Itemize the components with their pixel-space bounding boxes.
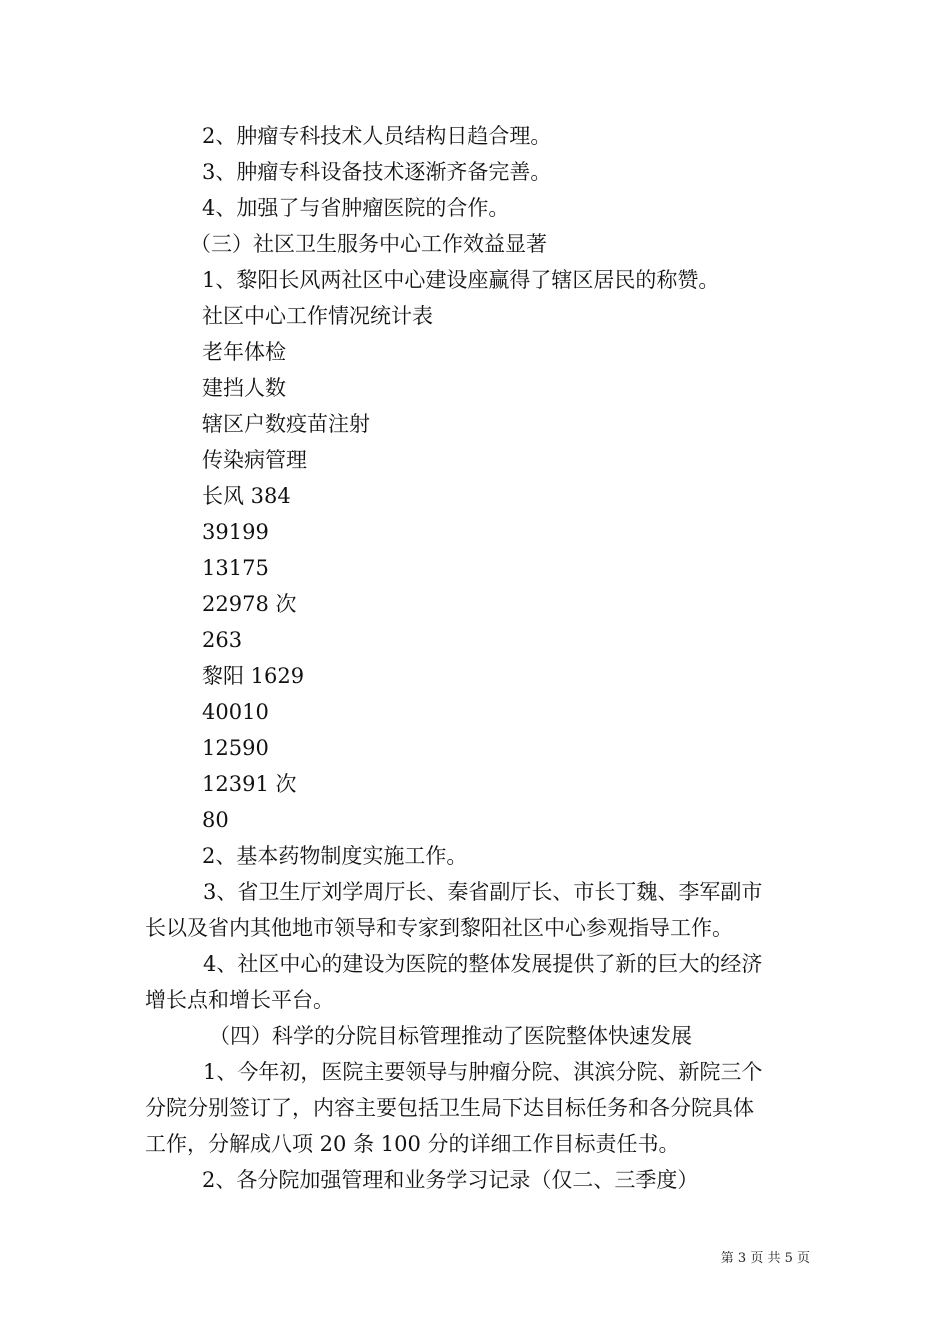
text-line: 分院分别签订了，内容主要包括卫生局下达目标任务和各分院具体 (145, 1096, 754, 1120)
table-cell: 传染病管理 (202, 448, 307, 472)
text-line: 3、肿瘤专科设备技术逐渐齐备完善。 (202, 160, 552, 184)
text-line: 增长点和增长平台。 (145, 988, 334, 1012)
text-line: 1、今年初，医院主要领导与肿瘤分院、淇滨分院、新院三个 (203, 1060, 763, 1084)
page-footer: 第 3 页 共 5 页 (720, 1251, 810, 1266)
table-cell: 39199 (202, 520, 269, 544)
text-line: 4、加强了与省肿瘤医院的合作。 (202, 196, 510, 220)
text-line: 4、社区中心的建设为医院的整体发展提供了新的巨大的经济 (203, 952, 763, 976)
document-body (145, 118, 810, 1198)
table-cell: 辖区户数疫苗注射 (202, 412, 370, 436)
text-line: 2、肿瘤专科技术人员结构日趋合理。 (202, 124, 552, 148)
table-cell: 黎阳 1629 (202, 664, 305, 688)
table-title: 社区中心工作情况统计表 (202, 304, 433, 328)
text-line: 3、省卫生厅刘学周厅长、秦省副厅长、市长丁魏、李军副市 (203, 880, 763, 904)
text-line: 2、各分院加强管理和业务学习记录（仅二、三季度） (202, 1168, 699, 1192)
table-cell: 263 (202, 628, 243, 652)
table-cell: 长风 384 (202, 484, 291, 508)
section-heading: （三）社区卫生服务中心工作效益显著 (190, 232, 547, 256)
table-cell: 老年体检 (202, 340, 286, 364)
text-line: 2、基本药物制度实施工作。 (202, 844, 468, 868)
table-cell: 40010 (202, 700, 269, 724)
table-cell: 建挡人数 (202, 376, 286, 400)
table-cell: 80 (202, 808, 229, 832)
text-line: 长以及省内其他地市领导和专家到黎阳社区中心参观指导工作。 (145, 916, 733, 940)
table-cell: 12590 (202, 736, 269, 760)
table-cell: 12391 次 (202, 772, 297, 796)
section-heading: （四）科学的分院目标管理推动了医院整体快速发展 (209, 1024, 692, 1048)
text-line: 工作，分解成八项 20 条 100 分的详细工作目标责任书。 (145, 1132, 680, 1156)
table-cell: 13175 (202, 556, 269, 580)
table-cell: 22978 次 (202, 592, 297, 616)
text-line: 1、黎阳长风两社区中心建设座赢得了辖区居民的称赞。 (202, 268, 720, 292)
